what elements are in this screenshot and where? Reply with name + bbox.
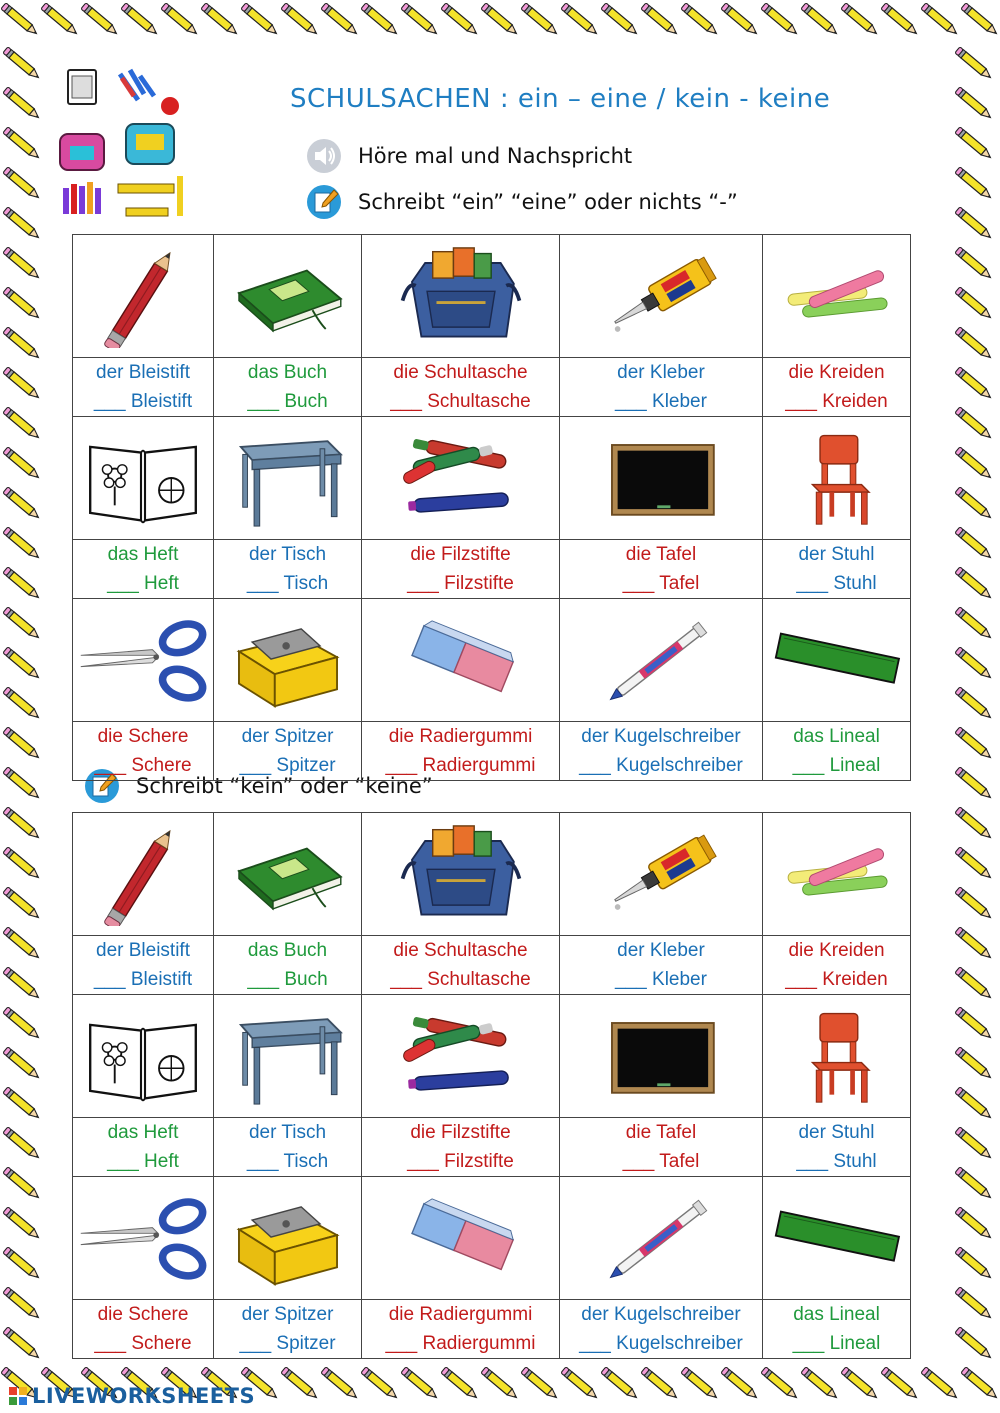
picture-cell (73, 417, 214, 540)
article-noun: die Radiergummi (388, 726, 533, 747)
picture-cell (73, 599, 214, 722)
label-row (73, 722, 911, 781)
border-pencil-icon (955, 567, 993, 601)
picture-cell (214, 417, 362, 540)
label-cell (763, 540, 911, 599)
border-pencil-icon (3, 1167, 41, 1201)
border-pencil-icon (601, 1367, 639, 1401)
scissors-icon (77, 608, 209, 712)
border-pencil-icon (3, 1327, 41, 1361)
label-row (73, 936, 911, 995)
border-pencil-icon (3, 327, 41, 361)
border-pencil-icon (955, 367, 993, 401)
ruler-icon (771, 1186, 903, 1290)
fill-in-blank[interactable]: ___ Kleber (615, 391, 707, 412)
label-cell (362, 936, 560, 995)
fill-in-blank[interactable]: ___ Schultasche (390, 969, 531, 990)
border-pencil-icon (961, 1367, 999, 1401)
border-pencil-icon (3, 1087, 41, 1121)
label-cell (73, 722, 214, 781)
article-noun: die Schere (97, 726, 189, 747)
border-pencil-icon (761, 1367, 799, 1401)
article-noun: die Schere (97, 1304, 189, 1325)
picture-cell (560, 995, 763, 1118)
border-pencil-icon (201, 3, 239, 37)
border-pencil-icon (681, 1367, 719, 1401)
glue-icon (595, 244, 727, 348)
speaker-icon[interactable] (306, 138, 342, 174)
border-pencil-icon (601, 3, 639, 37)
border-pencil-icon (955, 767, 993, 801)
border-pencil-icon (3, 87, 41, 121)
label-cell (560, 1118, 763, 1177)
picture-cell (763, 995, 911, 1118)
border-pencil-icon (81, 3, 119, 37)
listen-instruction (306, 138, 632, 174)
label-cell (73, 936, 214, 995)
border-pencil-icon (321, 3, 359, 37)
write-instruction-1-text: Schreibt “ein” “eine” oder nichts “-” (358, 190, 738, 214)
border-pencil-icon (955, 487, 993, 521)
border-pencil-icon (955, 647, 993, 681)
border-pencil-icon (401, 3, 439, 37)
border-pencil-icon (955, 727, 993, 761)
label-cell (73, 540, 214, 599)
fill-in-blank[interactable]: ___ Stuhl (796, 573, 877, 594)
fill-in-blank[interactable]: ___ Schere (94, 1333, 192, 1354)
border-pencil-icon (961, 3, 999, 37)
border-pencil-icon (955, 1247, 993, 1281)
fill-in-blank[interactable]: ___ Tafel (622, 573, 700, 594)
border-pencil-icon (361, 1367, 399, 1401)
border-pencil-icon (721, 3, 759, 37)
fill-in-blank[interactable]: ___ Kleber (615, 969, 707, 990)
border-pencil-icon (955, 527, 993, 561)
fill-in-blank[interactable]: ___ Filzstifte (407, 1151, 514, 1172)
border-pencil-icon (721, 1367, 759, 1401)
glue-icon (595, 822, 727, 926)
article-noun: der Spitzer (241, 1304, 334, 1325)
border-pencil-icon (955, 1207, 993, 1241)
border-pencil-icon (361, 3, 399, 37)
article-noun: der Bleistift (96, 940, 190, 961)
border-pencil-icon (3, 847, 41, 881)
article-noun: der Kugelschreiber (581, 1304, 741, 1325)
notebook-icon (77, 1004, 209, 1108)
article-noun: die Kreiden (788, 362, 885, 383)
chair-icon (771, 1004, 903, 1108)
label-cell (73, 358, 214, 417)
border-pencil-icon (161, 3, 199, 37)
article-noun: der Kleber (617, 362, 705, 383)
picture-cell (362, 417, 560, 540)
article-noun: der Kleber (617, 940, 705, 961)
article-noun: das Lineal (793, 1304, 880, 1325)
label-cell (560, 540, 763, 599)
label-cell (560, 1300, 763, 1359)
footer-brand: LIVEWORKSHEETS (32, 1384, 256, 1408)
fill-in-blank[interactable]: ___ Filzstifte (407, 573, 514, 594)
border-pencil-icon (241, 3, 279, 37)
border-pencil-icon (3, 927, 41, 961)
fill-in-blank[interactable]: ___ Radiergummi (385, 1333, 536, 1354)
border-pencil-icon (921, 3, 959, 37)
picture-cell (362, 1177, 560, 1300)
picture-cell (560, 599, 763, 722)
article-noun: der Stuhl (798, 544, 875, 565)
border-pencil-icon (955, 247, 993, 281)
fill-in-blank[interactable]: ___ Schultasche (390, 391, 531, 412)
border-pencil-icon (3, 1007, 41, 1041)
picture-cell (763, 235, 911, 358)
border-pencil-icon (3, 47, 41, 81)
border-pencil-icon (561, 1367, 599, 1401)
border-pencil-icon (441, 1367, 479, 1401)
fill-in-blank[interactable]: ___ Lineal (792, 755, 881, 776)
label-cell (214, 358, 362, 417)
fill-in-blank[interactable]: ___ Bleistift (93, 969, 193, 990)
picture-row (73, 417, 911, 540)
picture-cell (214, 599, 362, 722)
picture-cell (214, 813, 362, 936)
border-pencil-icon (841, 1367, 879, 1401)
fill-in-blank[interactable]: ___ Kreiden (785, 391, 888, 412)
label-cell (214, 936, 362, 995)
border-pencil-icon (3, 567, 41, 601)
picture-cell (763, 417, 911, 540)
border-pencil-icon (641, 1367, 679, 1401)
label-cell (214, 1300, 362, 1359)
border-pencil-icon (3, 1287, 41, 1321)
border-pencil-icon (41, 3, 79, 37)
article-noun: die Kreiden (788, 940, 885, 961)
border-pencil-icon (3, 727, 41, 761)
fill-in-blank[interactable]: ___ Tafel (622, 1151, 700, 1172)
border-pencil-icon (881, 3, 919, 37)
label-cell (763, 936, 911, 995)
sharpener-icon (222, 608, 354, 712)
border-pencil-icon (3, 607, 41, 641)
border-pencil-icon (955, 687, 993, 721)
border-pencil-icon (955, 407, 993, 441)
border-pencil-icon (3, 967, 41, 1001)
article-table-ein-eine (72, 234, 911, 781)
border-pencil-icon (641, 3, 679, 37)
border-pencil-icon (955, 1287, 993, 1321)
fill-in-blank[interactable]: ___ Spitzer (239, 1333, 336, 1354)
border-pencil-icon (955, 1007, 993, 1041)
border-pencil-icon (955, 1087, 993, 1121)
picture-cell (362, 599, 560, 722)
border-pencil-icon (3, 447, 41, 481)
label-cell (763, 722, 911, 781)
border-pencil-icon (955, 287, 993, 321)
label-row (73, 358, 911, 417)
fill-in-blank[interactable]: ___ Buch (247, 391, 328, 412)
border-pencil-icon (3, 767, 41, 801)
border-pencil-icon (121, 3, 159, 37)
border-pencil-icon (441, 3, 479, 37)
ballpoint-pen-icon (595, 1186, 727, 1290)
article-noun: das Lineal (793, 726, 880, 747)
label-row (73, 540, 911, 599)
eraser-icon (395, 608, 527, 712)
border-pencil-icon (3, 207, 41, 241)
felt-pens-icon (395, 426, 527, 530)
fill-in-blank[interactable]: ___ Tisch (246, 1151, 329, 1172)
article-noun: das Buch (247, 940, 328, 961)
border-pencil-icon (3, 1127, 41, 1161)
picture-cell (560, 235, 763, 358)
picture-row (73, 235, 911, 358)
border-pencil-icon (955, 447, 993, 481)
book-icon (222, 822, 354, 926)
picture-cell (362, 235, 560, 358)
pencil-icon (77, 244, 209, 348)
article-noun: die Filzstifte (410, 544, 511, 565)
fill-in-blank[interactable]: ___ Radiergummi (385, 755, 536, 776)
border-pencil-icon (955, 927, 993, 961)
label-cell (763, 1118, 911, 1177)
label-cell (214, 540, 362, 599)
picture-cell (763, 1177, 911, 1300)
border-pencil-icon (955, 327, 993, 361)
border-pencil-icon (3, 167, 41, 201)
article-noun: die Filzstifte (410, 1122, 511, 1143)
write-instruction-1 (306, 184, 738, 220)
ballpoint-pen-icon (595, 608, 727, 712)
picture-row (73, 813, 911, 936)
article-noun: der Kugelschreiber (581, 726, 741, 747)
picture-cell (362, 813, 560, 936)
picture-row (73, 995, 911, 1118)
label-cell (560, 722, 763, 781)
border-pencil-icon (921, 1367, 959, 1401)
border-pencil-icon (3, 687, 41, 721)
label-cell (560, 936, 763, 995)
picture-cell (73, 995, 214, 1118)
fill-in-blank[interactable]: ___ Tisch (246, 573, 329, 594)
border-pencil-icon (281, 3, 319, 37)
border-pencil-icon (401, 1367, 439, 1401)
article-noun: das Heft (107, 1122, 179, 1143)
picture-cell (73, 235, 214, 358)
border-pencil-icon (521, 1367, 559, 1401)
picture-cell (73, 813, 214, 936)
chair-icon (771, 426, 903, 530)
article-noun: das Buch (247, 362, 328, 383)
border-pencil-icon (3, 887, 41, 921)
fill-in-blank[interactable]: ___ Stuhl (796, 1151, 877, 1172)
footer-logo (8, 1384, 255, 1408)
picture-cell (73, 1177, 214, 1300)
border-pencil-icon (955, 1167, 993, 1201)
felt-pens-icon (395, 1004, 527, 1108)
picture-cell (763, 599, 911, 722)
article-noun: die Tafel (625, 1122, 697, 1143)
article-noun: der Stuhl (798, 1122, 875, 1143)
label-row (73, 1300, 911, 1359)
picture-cell (362, 995, 560, 1118)
book-icon (222, 244, 354, 348)
picture-row (73, 599, 911, 722)
border-pencil-icon (3, 647, 41, 681)
border-pencil-icon (3, 1247, 41, 1281)
label-cell (73, 1118, 214, 1177)
border-pencil-icon (955, 887, 993, 921)
picture-cell (560, 1177, 763, 1300)
desk-icon (222, 426, 354, 530)
article-noun: der Tisch (248, 1122, 327, 1143)
border-pencil-icon (3, 127, 41, 161)
chalks-icon (771, 822, 903, 926)
pencil-note-icon (306, 184, 342, 220)
school-bag-icon (395, 244, 527, 348)
border-pencil-icon (955, 87, 993, 121)
border-pencil-icon (801, 1367, 839, 1401)
border-pencil-icon (681, 3, 719, 37)
label-cell (763, 358, 911, 417)
border-pencil-icon (481, 3, 519, 37)
border-pencil-icon (481, 1367, 519, 1401)
notebook-icon (77, 426, 209, 530)
border-pencil-icon (955, 207, 993, 241)
border-pencil-icon (955, 847, 993, 881)
fill-in-blank[interactable]: ___ Buch (247, 969, 328, 990)
label-cell (73, 1300, 214, 1359)
article-noun: die Schultasche (393, 940, 528, 961)
border-pencil-icon (955, 967, 993, 1001)
fill-in-blank[interactable]: ___ Heft (107, 1151, 179, 1172)
border-pencil-icon (955, 167, 993, 201)
border-pencil-icon (3, 367, 41, 401)
border-pencil-icon (281, 1367, 319, 1401)
blackboard-icon (595, 1004, 727, 1108)
school-supplies-clipart (58, 66, 190, 226)
page-title: SCHULSACHEN : ein – eine / kein - keine (290, 84, 831, 114)
border-pencil-icon (801, 3, 839, 37)
border-pencil-icon (1, 3, 39, 37)
picture-cell (214, 995, 362, 1118)
border-pencil-icon (955, 607, 993, 641)
border-pencil-icon (761, 3, 799, 37)
picture-row (73, 1177, 911, 1300)
label-cell (362, 1300, 560, 1359)
picture-cell (560, 417, 763, 540)
border-pencil-icon (3, 1047, 41, 1081)
article-noun: der Tisch (248, 544, 327, 565)
article-table-kein-keine (72, 812, 911, 1359)
border-pencil-icon (561, 3, 599, 37)
listen-instruction-text: Höre mal und Nachspricht (358, 144, 633, 168)
border-pencil-icon (841, 3, 879, 37)
picture-cell (763, 813, 911, 936)
fill-in-blank[interactable]: ___ Lineal (792, 1333, 881, 1354)
border-pencil-icon (3, 287, 41, 321)
article-noun: der Spitzer (241, 726, 334, 747)
border-pencil-icon (3, 527, 41, 561)
article-noun: die Radiergummi (388, 1304, 533, 1325)
write-instruction-2-text: Schreibt “kein” oder “keine” (136, 774, 433, 798)
label-cell (362, 358, 560, 417)
label-cell (560, 358, 763, 417)
picture-cell (214, 1177, 362, 1300)
fill-in-blank[interactable]: ___ Spitzer (239, 755, 336, 776)
border-pencil-icon (955, 1047, 993, 1081)
label-row (73, 1118, 911, 1177)
chalks-icon (771, 244, 903, 348)
border-pencil-icon (3, 407, 41, 441)
fill-in-blank[interactable]: ___ Schere (94, 755, 192, 776)
border-pencil-icon (3, 487, 41, 521)
border-pencil-icon (955, 127, 993, 161)
label-cell (362, 1118, 560, 1177)
border-pencil-icon (955, 807, 993, 841)
border-pencil-icon (881, 1367, 919, 1401)
blackboard-icon (595, 426, 727, 530)
pencil-icon (77, 822, 209, 926)
fill-in-blank[interactable]: ___ Kugelschreiber (579, 1333, 743, 1354)
border-pencil-icon (521, 3, 559, 37)
scissors-icon (77, 1186, 209, 1290)
article-noun: das Heft (107, 544, 179, 565)
border-pencil-icon (3, 247, 41, 281)
article-noun: die Tafel (625, 544, 697, 565)
desk-icon (222, 1004, 354, 1108)
border-pencil-icon (3, 807, 41, 841)
border-pencil-icon (3, 1207, 41, 1241)
sharpener-icon (222, 1186, 354, 1290)
school-bag-icon (395, 822, 527, 926)
label-cell (362, 722, 560, 781)
label-cell (214, 722, 362, 781)
article-noun: die Schultasche (393, 362, 528, 383)
fill-in-blank[interactable]: ___ Bleistift (93, 391, 193, 412)
article-noun: der Bleistift (96, 362, 190, 383)
border-pencil-icon (955, 1127, 993, 1161)
picture-cell (560, 813, 763, 936)
label-cell (362, 540, 560, 599)
border-pencil-icon (955, 47, 993, 81)
fill-in-blank[interactable]: ___ Heft (107, 573, 179, 594)
label-cell (214, 1118, 362, 1177)
fill-in-blank[interactable]: ___ Kugelschreiber (579, 755, 743, 776)
picture-cell (214, 235, 362, 358)
eraser-icon (395, 1186, 527, 1290)
liveworksheets-logo-icon (8, 1386, 28, 1406)
border-pencil-icon (321, 1367, 359, 1401)
border-pencil-icon (955, 1327, 993, 1361)
fill-in-blank[interactable]: ___ Kreiden (785, 969, 888, 990)
label-cell (763, 1300, 911, 1359)
ruler-icon (771, 608, 903, 712)
